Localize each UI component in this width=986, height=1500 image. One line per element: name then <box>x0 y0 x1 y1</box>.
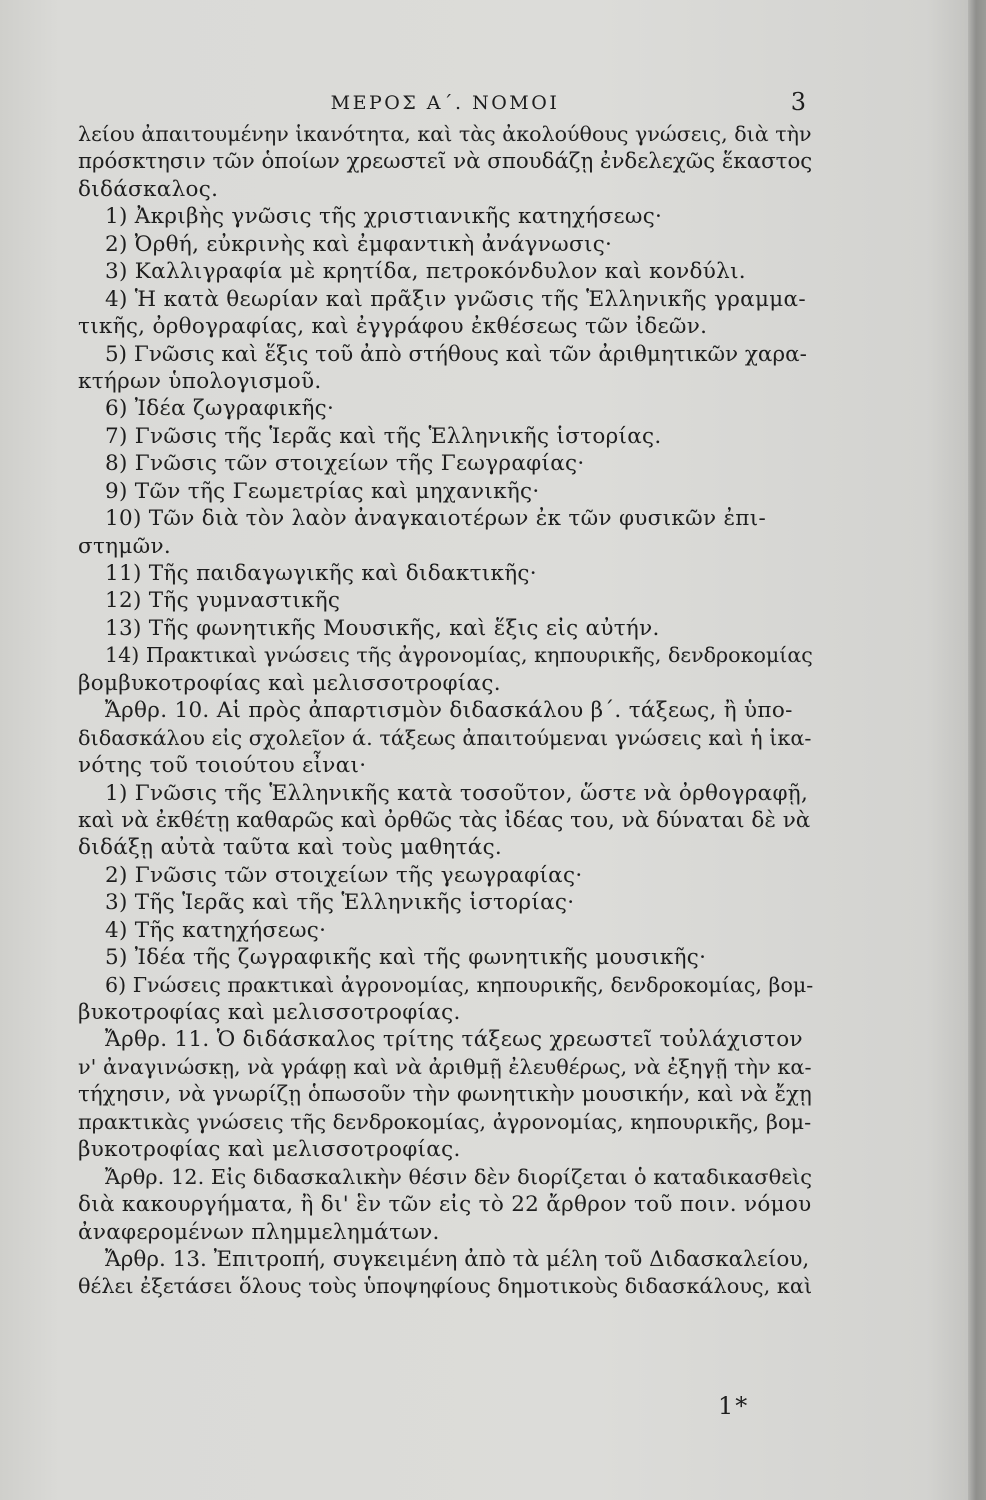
text-line: βυκοτροφίας καὶ μελισσοτροφίας. <box>78 1137 461 1163</box>
text-line: ἀναφερομένων πλημμελημάτων. <box>78 1219 440 1245</box>
list-item: 7) Γνῶσις τῆς Ἱερᾶς καὶ τῆς Ἑλληνικῆς ἱστορίας. <box>105 423 662 449</box>
list-item: 12) Τῆς γυμναστικῆς <box>105 588 341 614</box>
body-text <box>78 121 812 1301</box>
article-heading: Ἄρθρ. 12. Εἰς διδασκαλικὴν θέσιν δὲν διορίζεται ὁ καταδικασθεὶς <box>105 1164 813 1189</box>
list-item: 14) Πρακτικαὶ γνώσεις τῆς ἀγρονομίας, κηπουρικῆς, δενδροκομίας <box>105 643 813 668</box>
text-line: καὶ νὰ ἐκθέτῃ καθαρῶς καὶ ὀρθῶς τὰς ἰδέας του, νὰ δύναται δὲ νὰ <box>78 807 811 833</box>
running-title: ΜΕΡΟΣ Α΄. ΝΟΜΟΙ <box>330 92 560 114</box>
list-item: 13) Τῆς φωνητικῆς Μουσικῆς, καὶ ἕξις εἰς αὐτήν. <box>105 615 660 641</box>
list-item: 4) Τῆς κατηχήσεως· <box>105 917 327 943</box>
text-line: βομβυκοτροφίας καὶ μελισσοτροφίας. <box>78 670 501 696</box>
page-header <box>80 88 810 118</box>
list-item: 8) Γνῶσις τῶν στοιχείων τῆς Γεωγραφίας· <box>105 451 585 477</box>
list-item: 1) Γνῶσις τῆς Ἑλληνικῆς κατὰ τοσοῦτον, ὥστε νὰ ὀρθογραφῇ, <box>105 780 809 806</box>
list-item: 6) Ἰδέα ζωγραφικῆς· <box>105 396 335 422</box>
article-heading: Ἄρθρ. 10. Αἱ πρὸς ἀπαρτισμὸν διδασκάλου β΄. τάξεως, ἢ ὑπο- <box>105 698 793 724</box>
text-line: διὰ κακουργήματα, ἢ δι' ἓν τῶν εἰς τὸ 22 ἄρθρον τοῦ ποιν. νόμου <box>78 1192 812 1218</box>
text-line: τικῆς, ὀρθογραφίας, καὶ ἐγγράφου ἐκθέσεως τῶν ἰδεῶν. <box>78 314 708 340</box>
list-item: 10) Τῶν διὰ τὸν λαὸν ἀναγκαιοτέρων ἐκ τῶν φυσικῶν ἐπι- <box>105 506 767 532</box>
list-item: 4) Ἡ κατὰ θεωρίαν καὶ πρᾶξιν γνῶσις τῆς Ἑλληνικῆς γραμμα- <box>105 286 806 312</box>
text-line: διδάξῃ αὐτὰ ταῦτα καὶ τοὺς μαθητάς. <box>78 835 503 861</box>
list-item: 6) Γνώσεις πρακτικαὶ ἀγρονομίας, κηπουρικῆς, δενδροκομίας, βομ- <box>105 972 814 997</box>
text-line: νότης τοῦ τοιούτου εἶναι· <box>78 753 367 779</box>
list-item: 9) Τῶν τῆς Γεωμετρίας καὶ μηχανικῆς· <box>105 478 540 504</box>
signature-mark: 1* <box>718 1392 750 1420</box>
text-line: στημῶν. <box>78 533 171 559</box>
list-item: 3) Καλλιγραφία μὲ κρητίδα, πετροκόνδυλον καὶ κονδύλι. <box>105 259 746 285</box>
list-item: 3) Τῆς Ἱερᾶς καὶ τῆς Ἑλληνικῆς ἱστορίας· <box>105 890 575 916</box>
text-line: ν' ἀναγινώσκῃ, νὰ γράφῃ καὶ νὰ ἀριθμῇ ἐλευθέρως, νὰ ἐξηγῇ τὴν κα- <box>78 1054 812 1079</box>
text-line: διδάσκαλος. <box>78 176 219 202</box>
list-item: 5) Ἰδέα τῆς ζωγραφικῆς καὶ τῆς φωνητικῆς μουσικῆς· <box>105 945 707 971</box>
article-heading: Ἄρθρ. 13. Ἐπιτροπή, συγκειμένη ἀπὸ τὰ μέλη τοῦ Διδασκαλείου, <box>105 1246 810 1272</box>
list-item: 1) Ἀκριβὴς γνῶσις τῆς χριστιανικῆς κατηχήσεως· <box>105 204 663 230</box>
text-line: κτήρων ὑπολογισμοῦ. <box>78 368 322 394</box>
text-line: θέλει ἐξετάσει ὅλους τοὺς ὑποψηφίους δημοτικοὺς διδασκάλους, καὶ <box>78 1274 813 1299</box>
list-item: 11) Τῆς παιδαγωγικῆς καὶ διδακτικῆς· <box>105 561 537 586</box>
list-item: 2) Ὀρθή, εὐκρινὴς καὶ ἐμφαντικὴ ἀνάγνωσις· <box>105 231 613 257</box>
text-line: βυκοτροφίας καὶ μελισσοτροφίας. <box>78 1000 461 1025</box>
text-line: διδασκάλου εἰς σχολεῖον ά. τάξεως ἀπαιτούμεναι γνώσεις καὶ ἡ ἱκα- <box>78 725 812 750</box>
list-item: 5) Γνῶσις καὶ ἕξις τοῦ ἀπὸ στήθους καὶ τῶν ἀριθμητικῶν χαρα- <box>105 341 807 367</box>
page-number: 3 <box>790 88 806 116</box>
article-heading: Ἄρθρ. 11. Ὁ διδάσκαλος τρίτης τάξεως χρεωστεῖ τοὐλάχιστον <box>105 1027 803 1053</box>
text-line: τήχησιν, νὰ γνωρίζῃ ὁπωσοῦν τὴν φωνητικὴν μουσικήν, καὶ νὰ ἔχῃ <box>78 1082 812 1108</box>
list-item: 2) Γνῶσις τῶν στοιχείων τῆς γεωγραφίας· <box>105 862 583 888</box>
text-line: πρακτικὰς γνώσεις τῆς δενδροκομίας, ἀγρονομίας, κηπουρικῆς, βομ- <box>78 1109 812 1134</box>
page-edge-shadow <box>968 0 986 1500</box>
text-line: λείου ἀπαιτουμένην ἱκανότητα, καὶ τὰς ἀκολούθους γνώσεις, διὰ τὴν <box>78 122 812 146</box>
text-line: πρόσκτησιν τῶν ὁποίων χρεωστεῖ νὰ σπουδάζῃ ἐνδελεχῶς ἕκαστος <box>78 149 813 175</box>
